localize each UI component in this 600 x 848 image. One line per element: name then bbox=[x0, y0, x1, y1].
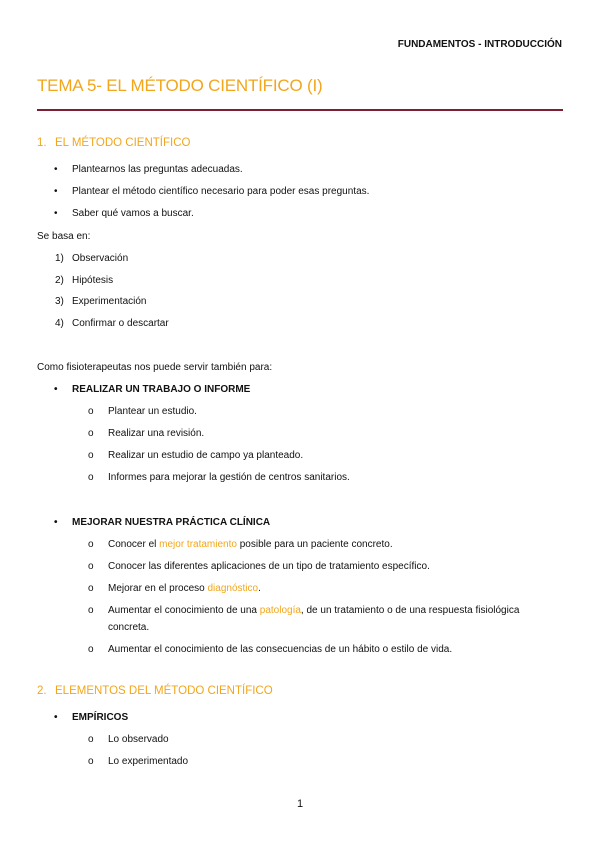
circle-marker: o bbox=[88, 539, 94, 550]
list-item-text: Plantearnos las preguntas adecuadas. bbox=[72, 164, 243, 175]
step-number: 2) bbox=[55, 275, 64, 286]
list-item-text bbox=[108, 605, 519, 616]
circle-marker: o bbox=[88, 756, 94, 767]
section-heading-1 bbox=[37, 137, 190, 149]
list-item-text: Plantear el método científico necesario para poder esas preguntas. bbox=[72, 186, 370, 197]
title-divider bbox=[37, 109, 563, 111]
circle-marker: o bbox=[88, 428, 94, 439]
text-run: Mejorar en el proceso bbox=[108, 583, 208, 594]
section-heading-2 bbox=[37, 685, 273, 697]
page-title: TEMA 5- EL MÉTODO CIENTÍFICO (I) bbox=[37, 76, 323, 95]
group-title: MEJORAR NUESTRA PRÁCTICA CLÍNICA bbox=[72, 517, 271, 528]
highlight-text: diagnóstico bbox=[207, 583, 259, 594]
page-number: 1 bbox=[296, 798, 304, 810]
step-number: 1) bbox=[55, 253, 64, 264]
running-header: FUNDAMENTOS - INTRODUCCIÓN bbox=[397, 39, 562, 50]
list-item-text bbox=[108, 583, 261, 594]
list-item-text bbox=[108, 539, 393, 550]
step-number: 4) bbox=[55, 318, 64, 329]
circle-marker: o bbox=[88, 450, 94, 461]
bullet-marker: • bbox=[54, 384, 58, 395]
circle-marker: o bbox=[88, 583, 94, 594]
list-item-text: Realizar un estudio de campo ya planteado. bbox=[108, 450, 304, 461]
section-title: ELEMENTOS DEL MÉTODO CIENTÍFICO bbox=[55, 685, 273, 697]
bullet-marker: • bbox=[54, 186, 58, 197]
bullet-marker: • bbox=[54, 517, 58, 528]
basis-label: Se basa en: bbox=[37, 231, 91, 242]
intro-paragraph: Como fisioterapeutas nos puede servir también para: bbox=[37, 362, 273, 373]
circle-marker: o bbox=[88, 561, 94, 572]
section-title: EL MÉTODO CIENTÍFICO bbox=[55, 137, 191, 149]
list-item-text: Observación bbox=[72, 253, 129, 264]
group-title: REALIZAR UN TRABAJO O INFORME bbox=[72, 384, 251, 395]
bullet-marker: • bbox=[54, 208, 58, 219]
text-run: Conocer el bbox=[108, 539, 160, 550]
list-item-text: Informes para mejorar la gestión de centros sanitarios. bbox=[108, 472, 350, 483]
bullet-marker: • bbox=[54, 164, 58, 175]
circle-marker: o bbox=[88, 472, 94, 483]
bullet-marker: • bbox=[54, 712, 58, 723]
list-item-text: Experimentación bbox=[72, 296, 147, 307]
list-item-text: Aumentar el conocimiento de las consecuencias de un hábito o estilo de vida. bbox=[108, 644, 453, 655]
circle-marker: o bbox=[88, 734, 94, 745]
step-number: 3) bbox=[55, 296, 64, 307]
text-run: posible para un paciente concreto. bbox=[236, 539, 393, 550]
circle-marker: o bbox=[88, 406, 94, 417]
group-title: EMPÍRICOS bbox=[72, 712, 129, 723]
text-run: , de un tratamiento o de una respuesta fisiológica bbox=[300, 605, 520, 616]
text-run: . bbox=[258, 583, 261, 594]
list-item-text: Plantear un estudio. bbox=[108, 406, 197, 417]
list-item-text: Realizar una revisión. bbox=[108, 428, 205, 439]
list-item-text: Lo experimentado bbox=[108, 756, 189, 767]
list-item-text: Confirmar o descartar bbox=[72, 318, 169, 329]
highlight-text: patología bbox=[259, 605, 301, 616]
list-item-text: Hipótesis bbox=[72, 275, 114, 286]
section-number: 2. bbox=[37, 685, 47, 697]
section-number: 1. bbox=[37, 137, 47, 149]
highlight-text: mejor tratamiento bbox=[159, 539, 237, 550]
circle-marker: o bbox=[88, 605, 94, 616]
list-item-text: concreta. bbox=[108, 622, 150, 633]
list-item-text: Saber qué vamos a buscar. bbox=[72, 208, 194, 219]
list-item-text: Lo observado bbox=[108, 734, 169, 745]
text-run: Aumentar el conocimiento de una bbox=[108, 605, 260, 616]
list-item-text: Conocer las diferentes aplicaciones de un tipo de tratamiento específico. bbox=[108, 561, 430, 572]
circle-marker: o bbox=[88, 644, 94, 655]
